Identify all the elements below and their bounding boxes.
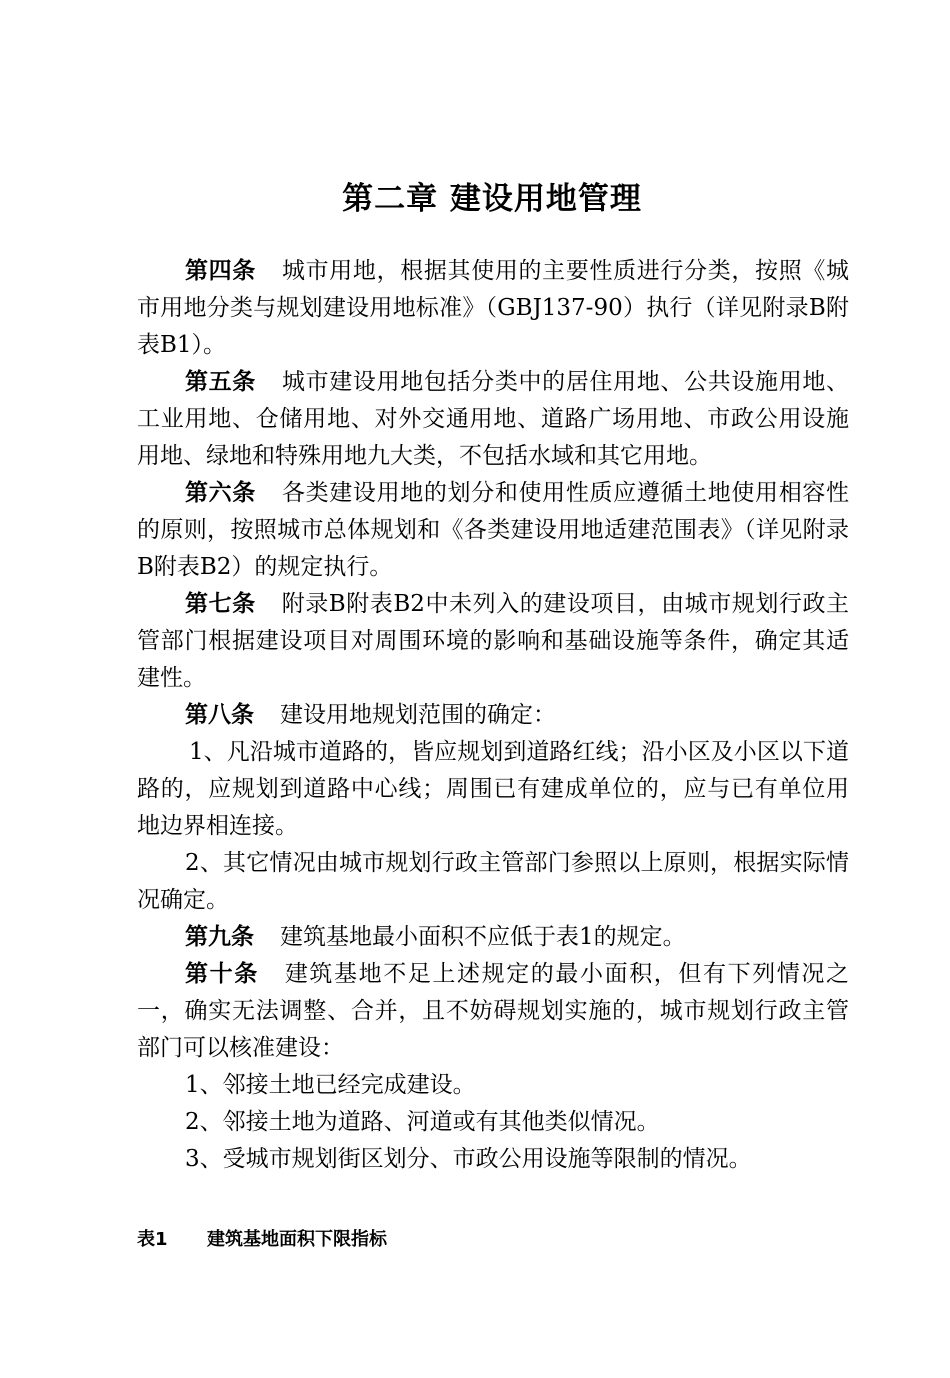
article-7: [137, 586, 849, 697]
table-caption: [137, 1227, 387, 1253]
article-9: [137, 919, 849, 956]
table-title: 建筑基地面积下限指标: [207, 1229, 387, 1250]
article-label: 第八条: [185, 702, 254, 728]
article-text: 各类建设用地的划分和使用性质应遵循土地使用相容性的原则，按照城市总体规划和《各类建设用地适建范围表》（详见附录B附表B2）的规定执行。: [137, 480, 850, 580]
article-text: 附录B附表B2中未列入的建设项目，由城市规划行政主管部门根据建设项目对周围环境的影响和基础设施等条件，确定其适建性。: [137, 591, 850, 691]
article-label: 第五条: [185, 369, 256, 395]
article-4: [137, 253, 849, 364]
table-number: 表1: [137, 1229, 168, 1250]
chapter-title: 第二章 建设用地管理: [342, 180, 642, 217]
article-8-item-1: 1、凡沿城市道路的，皆应规划到道路红线；沿小区及小区以下道路的，应规划到道路中心线；周围已有建成单位的，应与已有单位用地边界相连接。: [137, 739, 849, 839]
article-10-item-2: 2、邻接土地为道路、河道或有其他类似情况。: [185, 1109, 660, 1135]
article-5: [137, 364, 849, 475]
document-body: [137, 253, 849, 1178]
article-label: 第十条: [185, 961, 259, 987]
article-label: 第四条: [185, 258, 256, 284]
article-8-item-2: 2、其它情况由城市规划行政主管部门参照以上原则，根据实际情况确定。: [137, 850, 849, 913]
article-text: 建设用地规划范围的确定：: [280, 702, 556, 728]
article-8: [137, 697, 849, 734]
article-text: 城市建设用地包括分类中的居住用地、公共设施用地、工业用地、仓储用地、对外交通用地、道路广场用地、市政公用设施用地、绿地和特殊用地九大类，不包括水域和其它用地。: [137, 369, 850, 469]
article-label: 第六条: [185, 480, 256, 506]
article-10: [137, 956, 849, 1067]
article-label: 第七条: [185, 591, 256, 617]
article-10-item-3: 3、受城市规划街区划分、市政公用设施等限制的情况。: [185, 1146, 752, 1172]
article-text: 建筑基地最小面积不应低于表1的规定。: [280, 924, 686, 950]
article-text: 城市用地，根据其使用的主要性质进行分类，按照《城市用地分类与规划建设用地标准》（GBJ137-90）执行（详见附录B附表B1）。: [137, 258, 850, 358]
article-6: [137, 475, 849, 586]
article-label: 第九条: [185, 924, 254, 950]
article-10-item-1: 1、邻接土地已经完成建设。: [185, 1072, 476, 1098]
article-text: 建筑基地不足上述规定的最小面积，但有下列情况之一，确实无法调整、合并，且不妨碍规划实施的，城市规划行政主管部门可以核准建设：: [137, 961, 850, 1061]
